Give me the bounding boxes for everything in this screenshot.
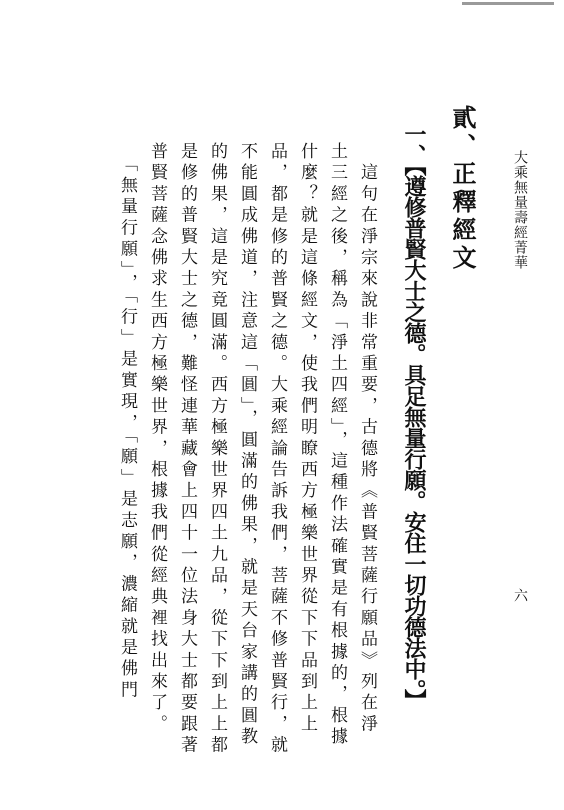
page-number: 六 bbox=[512, 588, 528, 602]
body-line-6: 的佛果，這是究竟圓滿。西方極樂世界四土九品，從下下到上上都 bbox=[207, 142, 227, 757]
body-line-1: 這句在淨宗來說非常重要，古德將《普賢菩薩行願品》列在淨 bbox=[357, 142, 377, 736]
body-line-4: 品，都是修的普賢之德。大乘經論告訴我們，菩薩不修普賢行，就 bbox=[267, 142, 287, 757]
body-line-2: 土三經之後，稱為「淨土四經」，這種作法確實是有根據的，根據 bbox=[327, 142, 347, 749]
body-line-7: 是修的普賢大士之德，難怪連華藏會上四十一位法身大士都要跟著 bbox=[177, 142, 197, 757]
body-line-8: 普賢菩薩念佛求生西方極樂世界，根據我們從經典裡找出來了。 bbox=[147, 142, 167, 736]
subsection-heading: 一、【遵修普賢大士之德。具足無量行願。安住一切功德法中。】 bbox=[401, 123, 426, 710]
body-line-5: 不能圓成佛道，注意這「圓」，圓滿的佛果，就是天台家講的圓教 bbox=[237, 142, 257, 749]
body-line-3: 什麼？就是這條經文，使我們明瞭西方極樂世界從下下品到上上 bbox=[297, 142, 317, 736]
running-header-book-title: 大乘無量壽經菁華 bbox=[512, 150, 528, 270]
scan-edge-mark bbox=[462, 2, 554, 5]
section-heading: 貳、正釋經文 bbox=[448, 105, 476, 273]
body-line-9: 「無量行願」，「行」是實現，「願」是志願，濃縮就是佛門 bbox=[117, 142, 137, 702]
